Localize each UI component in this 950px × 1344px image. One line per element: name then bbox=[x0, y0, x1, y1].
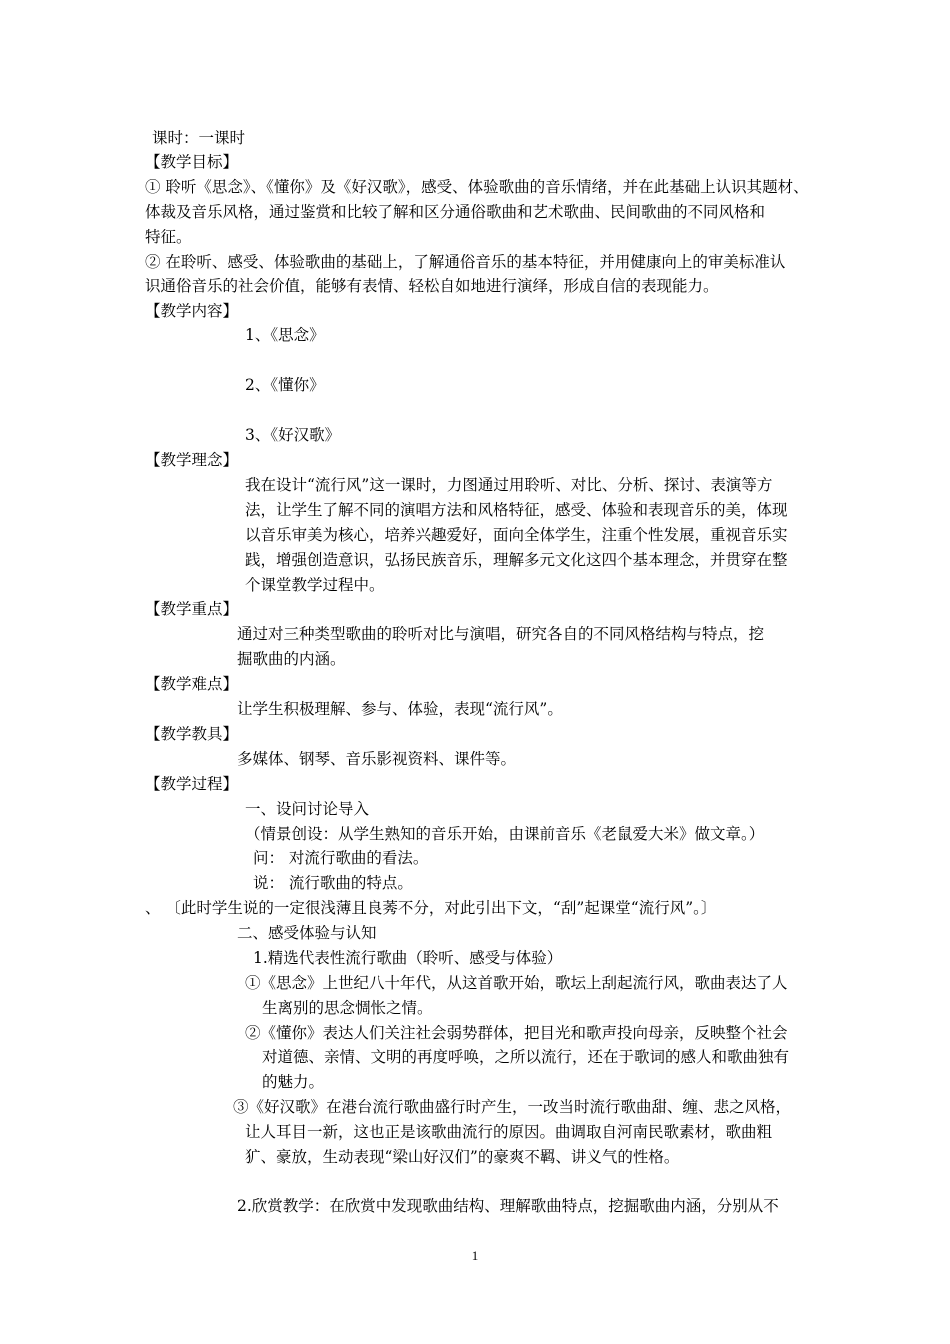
text-line: 法，让学生了解不同的演唱方法和风格特征，感受、体验和表现音乐的美，体现 bbox=[245, 501, 788, 519]
text-line: 多媒体、钢琴、音乐影视资料、课件等。 bbox=[237, 750, 517, 768]
section-heading-tools: 【教学教具】 bbox=[145, 725, 239, 743]
text-line: 体裁及音乐风格，通过鉴赏和比较了解和区分通俗歌曲和艺术歌曲、民间歌曲的不同风格和 bbox=[145, 203, 766, 221]
text-line: 识通俗音乐的社会价值，能够有表情、轻松自如地进行演绎，形成自信的表现能力。 bbox=[145, 277, 719, 295]
section-heading-philosophy: 【教学理念】 bbox=[145, 451, 239, 469]
text-line: 1.精选代表性流行歌曲（聆听、感受与体验） bbox=[253, 949, 563, 967]
text-line: （情景创设：从学生熟知的音乐开始，由课前音乐《老鼠爱大米》做文章。） bbox=[245, 825, 765, 843]
subheading: 二、感受体验与认知 bbox=[237, 924, 377, 942]
text-line: 生离别的思念惆怅之情。 bbox=[262, 999, 433, 1017]
text-line: 我在设计“流行风”这一课时，力图通过用聆听、对比、分析、探讨、表演等方 bbox=[245, 476, 773, 494]
content-item: 2、《懂你》 bbox=[245, 376, 325, 394]
text-line: 2.欣赏教学：在欣赏中发现歌曲结构、理解歌曲特点，挖掘歌曲内涵，分别从不 bbox=[237, 1197, 779, 1215]
text-line: 问： 对流行歌曲的看法。 bbox=[253, 849, 429, 867]
content-item: 3、《好汉歌》 bbox=[245, 426, 341, 444]
section-heading-difficulty: 【教学难点】 bbox=[145, 675, 239, 693]
text-line: 的魅力。 bbox=[262, 1073, 325, 1091]
text-line: 说： 流行歌曲的特点。 bbox=[253, 874, 413, 892]
lesson-hours: 课时：一课时 bbox=[152, 129, 246, 147]
content-item: 1、《思念》 bbox=[245, 326, 325, 344]
text-line: 让人耳目一新，这也正是该歌曲流行的原因。曲调取自河南民歌素材，歌曲粗 bbox=[245, 1123, 773, 1141]
text-line: 让学生积极理解、参与、体验，表现“流行风”。 bbox=[237, 700, 563, 718]
text-line: 对道德、亲情、文明的再度呼唤，之所以流行，还在于歌词的感人和歌曲独有 bbox=[262, 1048, 790, 1066]
text-line: ②《懂你》表达人们关注社会弱势群体，把目光和歌声投向母亲，反映整个社会 bbox=[245, 1024, 788, 1042]
text-line: 犷、豪放，生动表现“梁山好汉们”的豪爽不羁、讲义气的性格。 bbox=[245, 1148, 680, 1166]
page-number: 1 bbox=[471, 1248, 479, 1263]
text-line: 个课堂教学过程中。 bbox=[245, 576, 385, 594]
text-line: 践，增强创造意识，弘扬民族音乐，理解多元文化这四个基本理念，并贯穿在整 bbox=[245, 551, 788, 569]
text-line: ② 在聆听、感受、体验歌曲的基础上，了解通俗音乐的基本特征，并用健康向上的审美标准认 bbox=[145, 253, 786, 271]
section-heading-process: 【教学过程】 bbox=[145, 775, 239, 793]
text-line: 、 〔此时学生说的一定很浅薄且良莠不分，对此引出下文，“刮”起课堂“流行风”。〕 bbox=[145, 899, 717, 917]
section-heading-objectives: 【教学目标】 bbox=[145, 153, 239, 171]
text-line: 以音乐审美为核心，培养兴趣爱好，面向全体学生，注重个性发展，重视音乐实 bbox=[245, 526, 788, 544]
section-heading-focus: 【教学重点】 bbox=[145, 600, 239, 618]
text-line: 特征。 bbox=[145, 228, 192, 246]
text-line: ① 聆听《思念》、《懂你》及《好汉歌》，感受、体验歌曲的音乐情绪，并在此基础上认识其题材、 bbox=[145, 178, 809, 196]
text-line: 通过对三种类型歌曲的聆听对比与演唱，研究各自的不同风格结构与特点，挖 bbox=[237, 625, 765, 643]
text-line: 掘歌曲的内涵。 bbox=[237, 650, 346, 668]
section-heading-content: 【教学内容】 bbox=[145, 302, 239, 320]
subheading: 一、设问讨论导入 bbox=[245, 800, 370, 818]
text-line: ①《思念》上世纪八十年代，从这首歌开始，歌坛上刮起流行风，歌曲表达了人 bbox=[245, 974, 788, 992]
text-line: ③《好汉歌》在港台流行歌曲盛行时产生，一改当时流行歌曲甜、缠、悲之风格， bbox=[233, 1098, 792, 1116]
